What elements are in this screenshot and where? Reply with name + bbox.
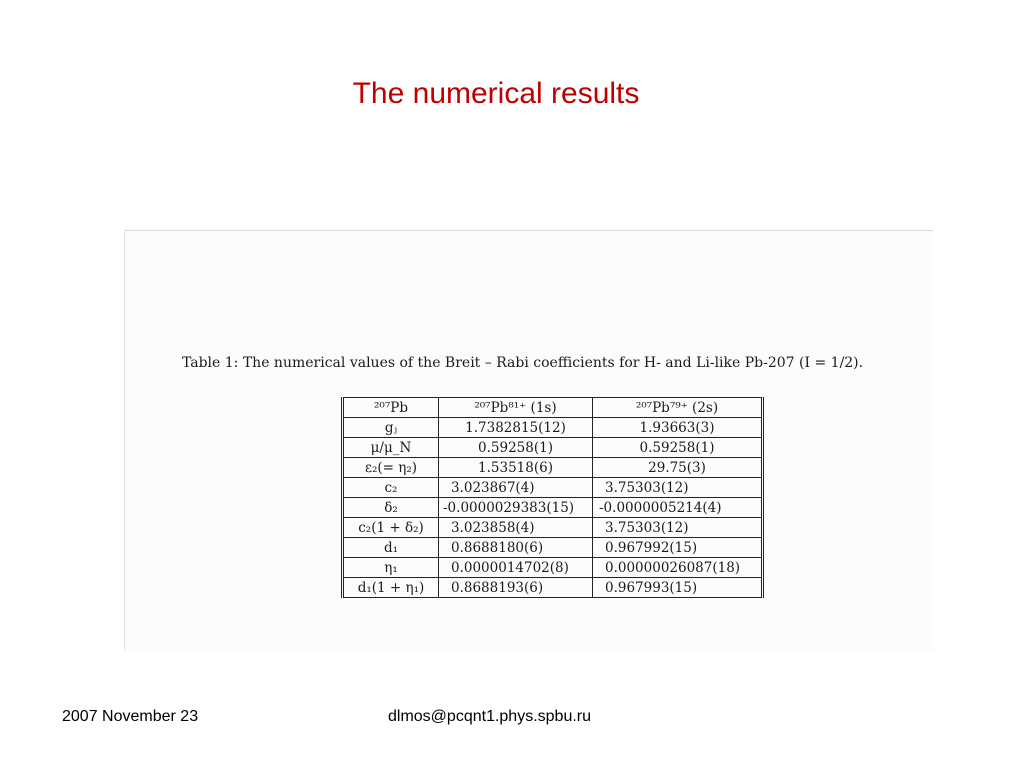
h-like-value: 3.023867(4)	[439, 478, 593, 498]
table-row	[343, 518, 763, 538]
header-li-like: ²⁰⁷Pb⁷⁹⁺ (2s)	[593, 398, 763, 418]
table-row	[343, 558, 763, 578]
li-like-value: 0.59258(1)	[593, 438, 763, 458]
header-isotope: ²⁰⁷Pb	[343, 398, 439, 418]
li-like-value: 0.967992(15)	[593, 538, 763, 558]
row-label: c₂	[343, 478, 439, 498]
table-caption: Table 1: The numerical values of the Breit – Rabi coefficients for H- and Li-like Pb-207 (I = 1/2).	[182, 355, 864, 371]
h-like-value: 0.59258(1)	[439, 438, 593, 458]
table-row	[343, 578, 763, 598]
header-h-like: ²⁰⁷Pb⁸¹⁺ (1s)	[439, 398, 593, 418]
row-label: d₁	[343, 538, 439, 558]
h-like-value: 3.023858(4)	[439, 518, 593, 538]
h-like-value: 0.8688193(6)	[439, 578, 593, 598]
row-label: d₁(1 + η₁)	[343, 578, 439, 598]
footer-email: dlmos@pcqnt1.phys.spbu.ru	[388, 708, 592, 725]
li-like-value: 3.75303(12)	[593, 518, 763, 538]
row-label: η₁	[343, 558, 439, 578]
table-figure	[124, 230, 933, 651]
row-label: ε₂(= η₂)	[343, 458, 439, 478]
h-like-value: 0.8688180(6)	[439, 538, 593, 558]
table-row	[343, 438, 763, 458]
footer-date: 2007 November 23	[62, 708, 199, 725]
row-label: δ₂	[343, 498, 439, 518]
h-like-value: 0.0000014702(8)	[439, 558, 593, 578]
li-like-value: 1.93663(3)	[593, 418, 763, 438]
table-row	[343, 418, 763, 438]
slide-title: The numerical results	[352, 77, 640, 110]
row-label: c₂(1 + δ₂)	[343, 518, 439, 538]
h-like-value: -0.0000029383(15)	[439, 498, 593, 518]
row-label: μ/μ_N	[343, 438, 439, 458]
table-row	[343, 478, 763, 498]
h-like-value: 1.53518(6)	[439, 458, 593, 478]
table-row	[343, 498, 763, 518]
li-like-value: -0.0000005214(4)	[593, 498, 763, 518]
li-like-value: 0.967993(15)	[593, 578, 763, 598]
results-table	[341, 397, 764, 598]
h-like-value: 1.7382815(12)	[439, 418, 593, 438]
row-label: gⱼ	[343, 418, 439, 438]
table-header-row	[343, 398, 763, 418]
table-row	[343, 538, 763, 558]
li-like-value: 3.75303(12)	[593, 478, 763, 498]
li-like-value: 29.75(3)	[593, 458, 763, 478]
table-row	[343, 458, 763, 478]
li-like-value: 0.00000026087(18)	[593, 558, 763, 578]
